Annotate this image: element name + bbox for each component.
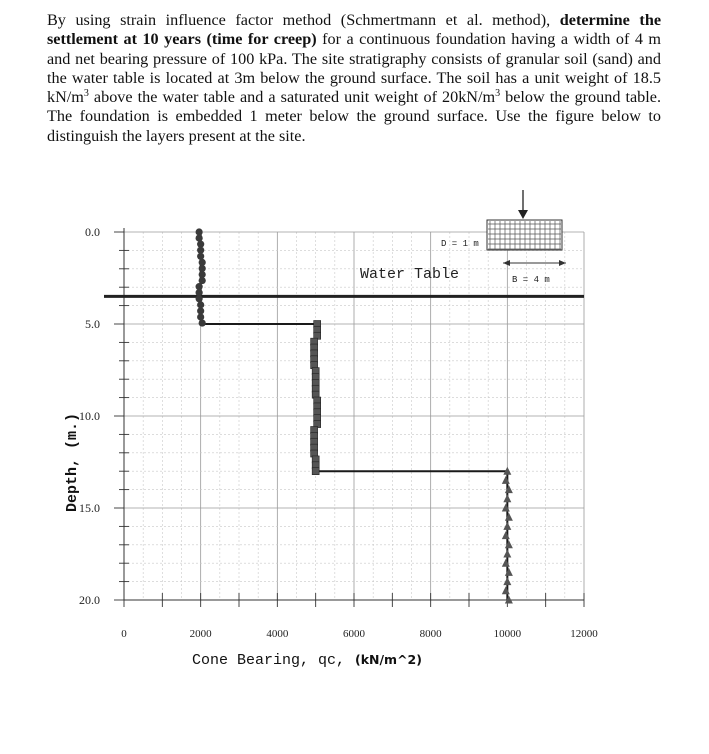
qc-point-triangle xyxy=(505,540,513,548)
x-tick-label: 6000 xyxy=(343,628,365,640)
qc-point-circle xyxy=(197,253,204,260)
qc-point-triangle xyxy=(502,586,510,594)
y-tick-label: 10.0 xyxy=(79,409,100,423)
load-arrow-head xyxy=(518,210,528,219)
y-tick-labels xyxy=(79,225,100,607)
qc-point-triangle xyxy=(503,577,511,585)
qc-point-triangle xyxy=(502,504,510,512)
qc-point-circle xyxy=(196,234,203,241)
x-tick-label: 10000 xyxy=(493,628,522,640)
qc-point-triangle xyxy=(502,559,510,567)
problem-text-2: for a continuous foundation having a width of 4 m and net bearing pressure of 100 kPa. The site stratigraphy consists of granular soil (sand) and the water table is located at 3m below the ground surface. The soil has a unit weight of 18.5 kN/m xyxy=(47,30,661,107)
x-tick-label: 0 xyxy=(121,628,127,640)
qc-point-triangle xyxy=(503,550,511,558)
qc-point-triangle xyxy=(505,513,513,521)
qc-point-triangle xyxy=(502,476,510,484)
x-axis-label: Cone Bearing, qc, xyxy=(192,652,346,669)
qc-point-triangle xyxy=(505,568,513,576)
problem-emphasis: determine the settlement at 10 years (time for creep) xyxy=(47,11,662,49)
embedment-label: D = 1 m xyxy=(441,239,479,249)
qc-point-triangle xyxy=(505,485,513,493)
width-arrow-left xyxy=(503,260,510,266)
x-tick-label: 4000 xyxy=(266,628,289,640)
qc-point-triangle xyxy=(503,522,511,530)
qc-point-circle xyxy=(196,295,203,302)
unit-exponent-2: 3 xyxy=(495,88,501,100)
chart-grid xyxy=(124,232,584,600)
problem-text-1: By using strain influence factor method (Schmertmann et al. method), xyxy=(47,11,560,29)
qc-point-triangle xyxy=(502,531,510,539)
water-table-label: Water Table xyxy=(360,266,460,283)
footing-box xyxy=(487,220,562,250)
problem-text-3: above the water table and a saturated unit weight of 20kN/m xyxy=(88,88,496,107)
foundation-sketch xyxy=(487,190,566,266)
x-tick-label: 8000 xyxy=(419,628,442,640)
y-tick-label: 5.0 xyxy=(85,317,100,331)
qc-point-square xyxy=(312,468,319,475)
y-tick-label: 20.0 xyxy=(79,593,100,607)
width-label: B = 4 m xyxy=(512,275,550,285)
y-tick-label: 0.0 xyxy=(85,225,100,239)
x-tick-labels xyxy=(121,628,598,640)
unit-exponent-1: 3 xyxy=(83,88,89,100)
y-tick-label: 15.0 xyxy=(79,501,100,515)
y-axis-label: Depth, (m.) xyxy=(64,412,81,512)
problem-text-4: below the ground table. The foundation is embedded 1 meter below the ground surface. Use the figure below to distinguish the layers present at the site. xyxy=(47,88,661,145)
qc-point-circle xyxy=(199,319,206,326)
x-tick-label: 2000 xyxy=(189,628,212,640)
qc-point-circle xyxy=(197,313,204,320)
x-tick-label: 12000 xyxy=(570,628,598,640)
qc-point-triangle xyxy=(503,494,511,502)
x-axis-unit: (kN/m^2) xyxy=(355,652,422,667)
